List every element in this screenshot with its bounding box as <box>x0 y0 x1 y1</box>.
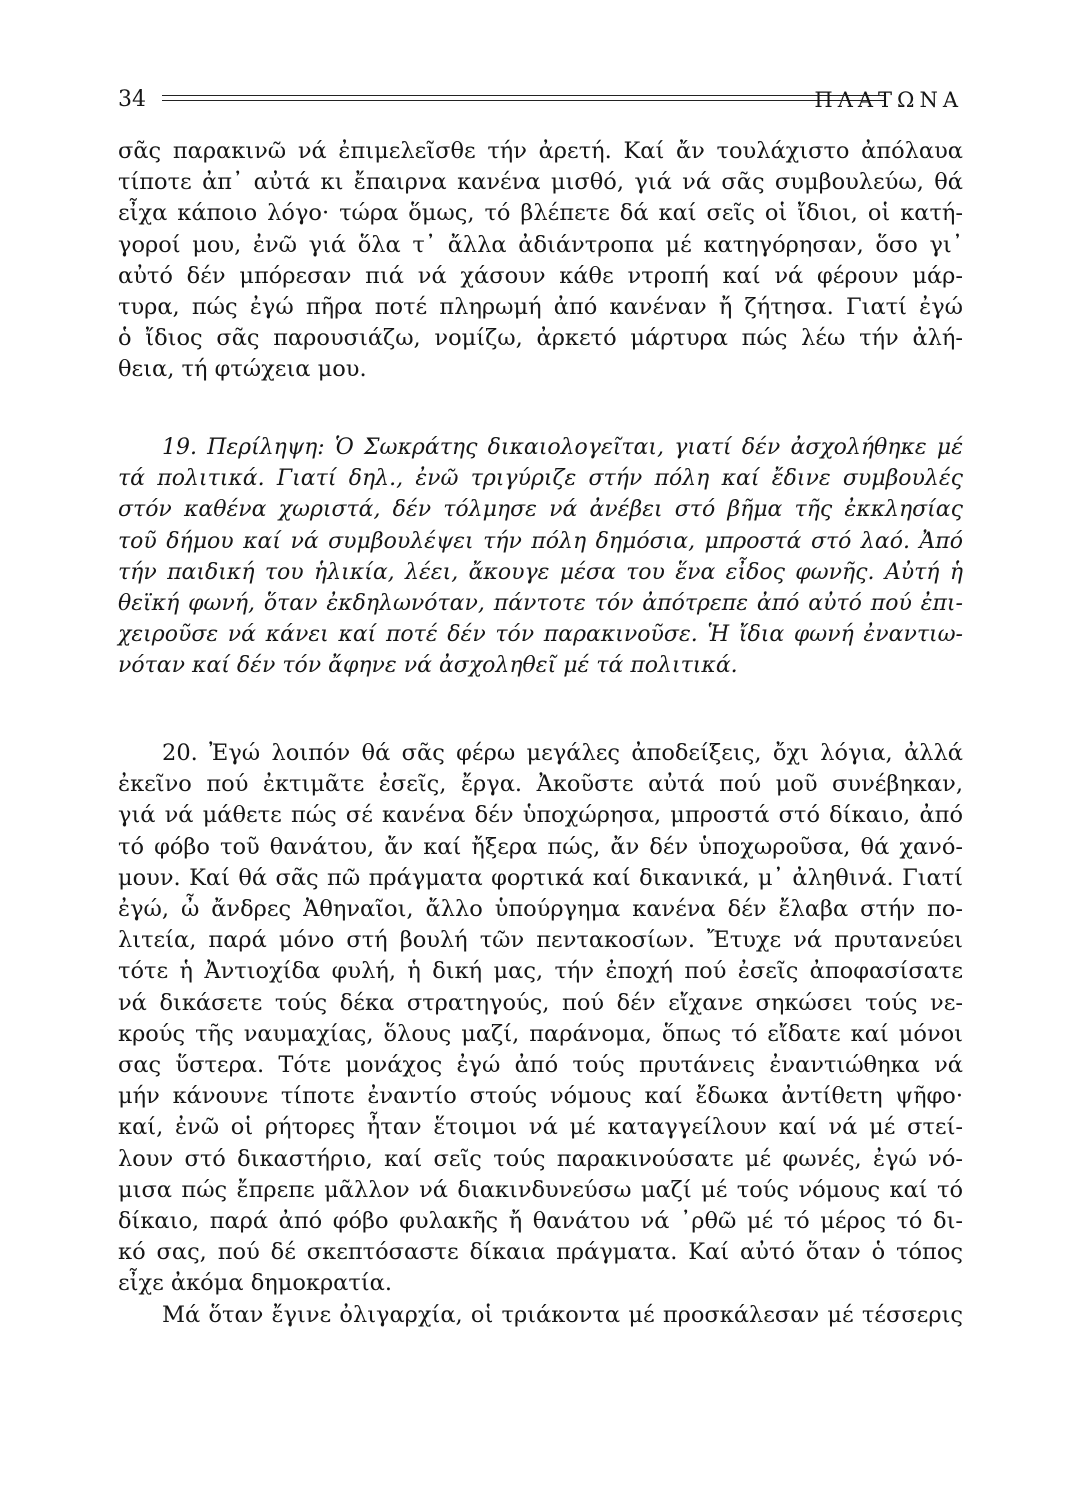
summary-line: τήν παιδική του ἡλικία, λέει, ἄκουγε μέσα του ἕνα εἶδος φωνῆς. Αὐτή ἡ <box>118 559 963 585</box>
text-line: μουν. Καί θά σᾶς πῶ πράγματα φορτικά καί δικανικά, μ᾽ ἀληθινά. Γιατί <box>118 864 963 891</box>
text-line: ὁ ἴδιος σᾶς παρουσιάζω, νομίζω, ἀρκετό μάρτυρα πώς λέω τήν ἀλή- <box>118 325 963 352</box>
summary-line: στόν καθένα χωριστά, δέν τόλμησε νά ἀνέβει στό βῆμα τῆς ἐκκλησίας <box>118 497 963 523</box>
summary-line: 19. Περίληψη: Ὁ Σωκράτης δικαιολογεῖται, γιατί δέν ἀσχολήθηκε μέ <box>162 435 963 460</box>
text-line: 20. Ἐγώ λοιπόν θά σᾶς φέρω μεγάλες ἀποδείξεις, ὄχι λόγια, ἀλλά <box>162 740 963 766</box>
text-line: εἶχε ἀκόμα δημοκρατία. <box>118 1270 392 1297</box>
text-line: κό σας, πού δέ σκεπτόσαστε δίκαια πράγματα. Καί αὐτό ὅταν ὁ τόπος <box>118 1239 963 1266</box>
summary-line: τοῦ δήμου καί νά συμβουλέψει τήν πόλη δημόσια, μπροστά στό λαό. Ἀπό <box>118 528 963 554</box>
text-line: νά δικάσετε τούς δέκα στρατηγούς, πού δέν εἴχανε σηκώσει τούς νε- <box>118 989 963 1016</box>
text-line: ἐγώ, ὦ ἄνδρες Ἀθηναῖοι, ἄλλο ὑπούργημα κανένα δέν ἔλαβα στήν πο- <box>118 896 963 923</box>
summary-line: θεϊκή φωνή, ὅταν ἐκδηλωνόταν, πάντοτε τόν ἀπότρεπε ἀπό αὐτό πού ἐπι- <box>118 591 963 617</box>
summary-line: χειροῦσε νά κάνει καί ποτέ δέν τόν παρακινοῦσε. Ἡ ἴδια φωνή ἐναντιω- <box>118 622 963 648</box>
text-line: μήν κάνουνε τίποτε ἐναντίο στούς νόμους καί ἔδωκα ἀντίθετη ψῆφο· <box>118 1083 963 1110</box>
summary-line: τά πολιτικά. Γιατί δηλ., ἐνῶ τριγύριζε στήν πόλη καί ἔδινε συμβουλές <box>118 466 963 492</box>
text-line: τίποτε ἀπ᾽ αὐτά κι ἔπαιρνα κανένα μισθό, γιά νά σᾶς συμβουλεύω, θά <box>118 169 963 196</box>
text-line: εἶχα κάποιο λόγο· τώρα ὅμως, τό βλέπετε δά καί σεῖς οἱ ἴδιοι, οἱ κατή- <box>118 200 963 227</box>
page-header <box>118 84 963 116</box>
text-line: μισα πώς ἔπρεπε μᾶλλον νά διακινδυνεύσω μαζί μέ τούς νόμους καί τό <box>118 1176 963 1203</box>
header-double-rule <box>162 95 884 101</box>
paragraph-continuation <box>118 136 963 386</box>
section-20 <box>118 738 963 1331</box>
text-line: θεια, τή φτώχεια μου. <box>118 356 367 383</box>
text-line: Μά ὅταν ἔγινε ὀλιγαρχία, οἱ τριάκοντα μέ προσκάλεσαν μέ τέσσερις <box>162 1301 963 1328</box>
summary-line: νόταν καί δέν τόν ἄφηνε νά ἀσχοληθεῖ μέ τά πολιτικά. <box>118 653 738 679</box>
text-line: τό φόβο τοῦ θανάτου, ἄν καί ἤξερα πώς, ἄν δέν ὑποχωροῦσα, θά χανό- <box>118 833 963 860</box>
text-line: αὐτό δέν μπόρεσαν πιά νά χάσουν κάθε ντροπή καί νά φέρουν μάρ- <box>118 262 963 289</box>
text-line: κρούς τῆς ναυμαχίας, ὅλους μαζί, παράνομα, ὅπως τό εἴδατε καί μόνοι <box>118 1020 963 1047</box>
running-title: ΠΛΑΤΩΝΑ <box>814 88 963 112</box>
text-line: ἐκεῖνο πού ἐκτιμᾶτε ἐσεῖς, ἔργα. Ἀκοῦστε αὐτά πού μοῦ συνέβηκαν, <box>118 771 963 798</box>
text-line: γοροί μου, ἐνῶ γιά ὅλα τ᾽ ἄλλα ἀδιάντροπα μέ κατηγόρησαν, ὅσο γι᾽ <box>118 231 963 258</box>
text-line: λουν στό δικαστήριο, καί σεῖς τούς παρακινούσατε μέ φωνές, ἐγώ νό- <box>118 1145 963 1172</box>
text-line: τότε ἡ Ἀντιοχίδα φυλή, ἡ δική μας, τήν ἐποχή πού ἐσεῖς ἀποφασίσατε <box>118 958 963 985</box>
text-line: γιά νά μάθετε πώς σέ κανένα δέν ὑποχώρησα, μπροστά στό δίκαιο, ἀπό <box>118 802 963 829</box>
text-line: δίκαιο, παρά ἀπό φόβο φυλακῆς ἤ θανάτου νά ᾽ρθῶ μέ τό μέρος τό δι- <box>118 1208 963 1235</box>
summary-section-19 <box>118 432 963 682</box>
book-page <box>118 0 963 1500</box>
text-line: σᾶς παρακινῶ νά ἐπιμελεῖσθε τήν ἀρετή. Καί ἄν τουλάχιστο ἀπόλαυα <box>118 138 963 164</box>
text-line: καί, ἐνῶ οἱ ρήτορες ἦταν ἕτοιμοι νά μέ καταγγείλουν καί νά μέ στεί- <box>118 1114 963 1141</box>
page-number: 34 <box>118 87 146 112</box>
text-line: τυρα, πώς ἐγώ πῆρα ποτέ πληρωμή ἀπό κανέναν ἤ ζήτησα. Γιατί ἐγώ <box>118 294 963 321</box>
text-line: λιτεία, παρά μόνο στή βουλή τῶν πεντακοσίων. Ἔτυχε νά πρυτανεύει <box>118 927 963 954</box>
text-line: σας ὕστερα. Τότε μονάχος ἐγώ ἀπό τούς πρυτάνεις ἐναντιώθηκα νά <box>118 1052 963 1079</box>
